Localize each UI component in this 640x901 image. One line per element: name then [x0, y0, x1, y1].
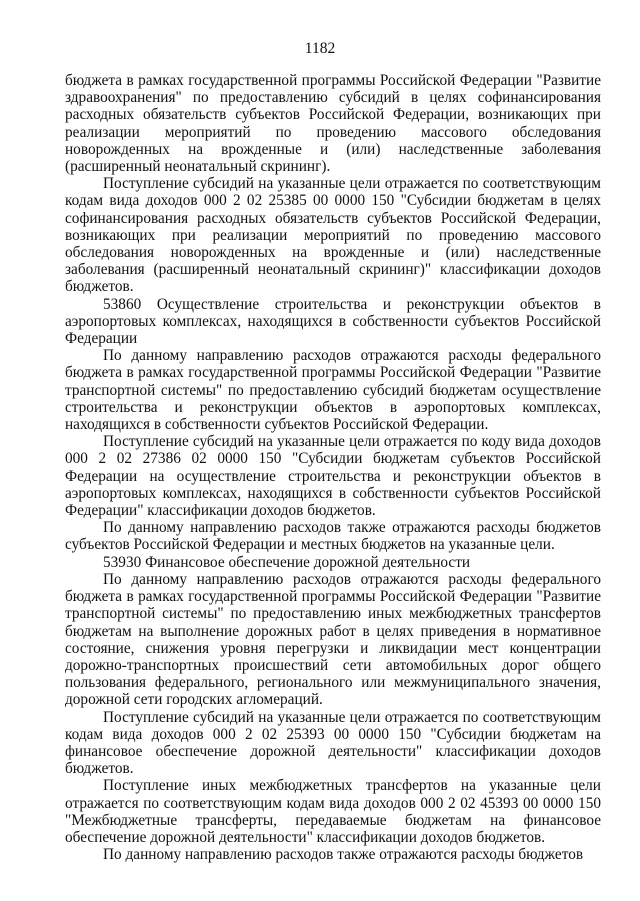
paragraph-truncated: По данному направлению расходов также отражаются расходы бюджетов [103, 846, 584, 864]
paragraph: По данному направлению расходов также отражаются расходы бюджетов субъектов Российской Федерации и местных бюджетов на указанные цели. [65, 519, 601, 554]
paragraph: По данному направлению расходов отражаются расходы федерального бюджета в рамках государственной программы Российской Федерации "Развитие транспортной системы" по предоставлению субсидий бюджетам осуществление строительства и реконструкции объектов в аэропортовых комплексах, находящихся в собственности субъектов Российской Федерации. [65, 347, 601, 434]
paragraph: Поступление иных межбюджетных трансфертов на указанные цели отражается по соответствующим кодам вида доходов 000 2 02 45393 00 0000 150 "Межбюджетные трансферты, передаваемые бюджетам на финансовое обеспечение дорожной деятельности" классификации доходов бюджетов. [65, 777, 601, 846]
section-heading: 53860 Осуществление строительства и реконструкции объектов в аэропортовых комплексах, находящихся в собственности субъектов Российской Федерации [65, 295, 601, 348]
paragraph: Поступление субсидий на указанные цели отражается по соответствующим кодам вида доходов 000 2 02 25393 00 0000 150 "Субсидии бюджетам на финансовое обеспечение дорожной деятельности" классификации доходов бюджетов. [65, 708, 601, 778]
paragraph: Поступление субсидий на указанные цели отражается по соответствующим кодам вида доходов 000 2 02 25385 00 0000 150 "Субсидии бюджетам в целях софинансирования расходных обязательств субъектов Российской Федерации, возникающих при реализации мероприятий по проведению массового обследования новорожденных на врожденные и (или) наследственные заболевания (расширенный неонатальный скрининг)" классификации доходов бюджетов. [65, 175, 601, 296]
section-heading: 53930 Финансовое обеспечение дорожной деятельности [103, 553, 471, 571]
page-number: 1182 [304, 40, 336, 57]
document-body [65, 72, 601, 863]
paragraph: Поступление субсидий на указанные цели отражается по коду вида доходов 000 2 02 27386 02 0000 150 "Субсидии бюджетам субъектов Российской Федерации на осуществление строительства и реконструкции объектов в аэропортовых комплексах, находящихся в собственности субъектов Российской Федерации" классификации доходов бюджетов. [65, 433, 601, 520]
paragraph: По данному направлению расходов отражаются расходы федерального бюджета в рамках государственной программы Российской Федерации "Развитие транспортной системы" по предоставлению иных межбюджетных трансфертов бюджетам на выполнение дорожных работ в целях приведения в нормативное состояние, снижения уровня перегрузки и ликвидации мест концентрации дорожно-транспортных происшествий сети автомобильных дорог общего пользования федерального, регионального или межмуниципального значения, дорожной сети городских агломераций. [65, 570, 601, 709]
paragraph-continuation: бюджета в рамках государственной программы Российской Федерации "Развитие здравоохранения" по предоставлению субсидий в целях софинансирования расходных обязательств субъектов Российской Федерации, возникающих при реализации мероприятий по проведению массового обследования новорожденных на врожденные и (или) наследственные заболевания (расширенный неонатальный скрининг). [65, 72, 601, 176]
